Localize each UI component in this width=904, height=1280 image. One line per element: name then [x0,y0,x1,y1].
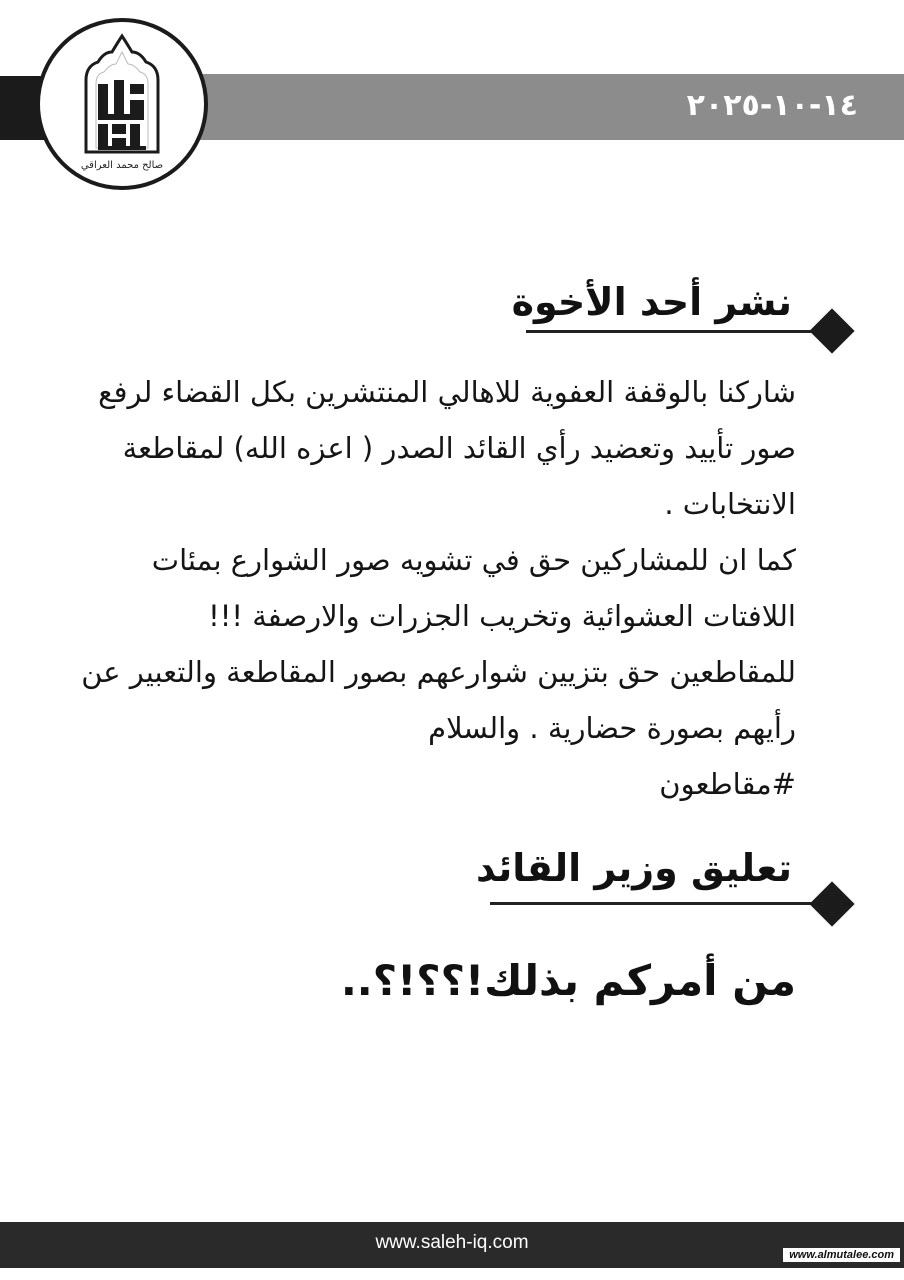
post-paragraph: كما ان للمشاركين حق في تشويه صور الشوارع بمئات اللافتات العشوائية وتخريب الجزرات والارصفة !!! [151,543,796,633]
section-underline-comment [490,902,826,905]
footer-url[interactable]: www.saleh-iq.com [375,1232,529,1253]
section-underline-post [526,330,826,333]
hashtag: #مقاطعون [659,767,796,801]
diamond-bullet-icon [809,308,854,353]
post-paragraph: للمقاطعين حق بتزيين شوارعهم بصور المقاطعة والتعبير عن رأيهم بصورة حضارية . والسلام [81,655,796,745]
minister-comment: من أمركم بذلك!؟؟!؟.. [340,956,796,1005]
post-body [76,364,796,812]
section-heading-post: نشر أحد الأخوة [511,280,792,324]
post-date: ١٤-١٠-٢٠٢٥ [686,88,858,123]
date-bar [150,74,904,140]
watermark: www.almutalee.com [783,1248,900,1262]
post-paragraph: شاركنا بالوقفة العفوية للاهالي المنتشرين بكل القضاء لرفع صور تأييد وتعضيد رأي القائد الصدر ( اعزه الله) لمقاطعة الانتخابات . [98,375,796,521]
diamond-bullet-icon [809,881,854,926]
logo-subtitle: صالح محمد العراقي [80,160,164,171]
section-heading-comment: تعليق وزير القائد [476,846,792,890]
footer-bar [0,1222,904,1268]
logo [36,18,208,190]
